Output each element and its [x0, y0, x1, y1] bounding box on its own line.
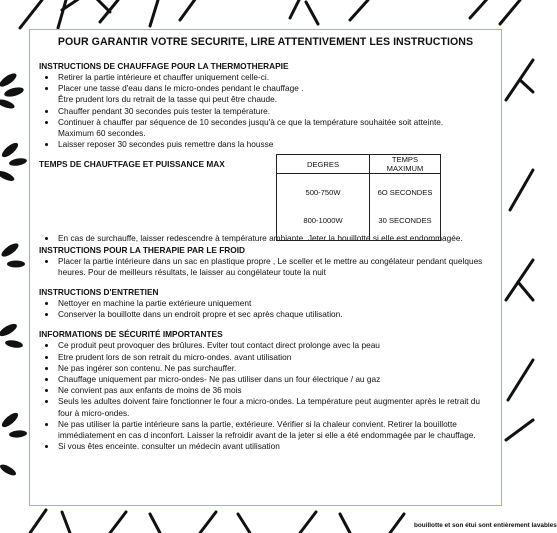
safety-section [39, 329, 492, 452]
thermo-section [39, 61, 492, 150]
column-header-time: TEMPS MAXIMUM [370, 155, 441, 174]
heating-table [276, 154, 441, 241]
power-cell: 500-750W [277, 174, 370, 206]
footer-caption: bouillotte et son étui sont entièrement lavables [414, 522, 557, 529]
heating-heading: TEMPS DE CHAUFTFAGE ET PUISSANCE MAX [39, 159, 225, 170]
list-item: • Ne convient pas aux enfants de moins de 36 mois [57, 385, 492, 396]
maintenance-heading: INSTRUCTIONS D'ENTRETIEN [39, 287, 159, 298]
leaf-cluster-icon [0, 71, 27, 478]
heating-note: • En cas de surchauffe, laisser redescendre à température ambiante. Jeter la bouillotte si elle est endommagée. [57, 233, 492, 244]
heating-section [39, 154, 492, 231]
safety-list [39, 340, 492, 452]
list-item: • Retirer la partie intérieure et chauffer uniquement celle-ci. [57, 72, 492, 83]
cold-list [39, 256, 492, 278]
leaf-branch-bottom-icon [30, 510, 404, 533]
list-item: • Ne pas utiliser la partie intérieure sans la partie, extérieure. Vérifier si la chaleur convient. Retirer la bouillotte immédiatement en cas d inconfort. Laisser la refroidir avant de la jeter si elle a été endommagée par le chauffage. [57, 419, 492, 441]
leaf-branch-icon [20, 0, 520, 28]
list-item: • Laisser reposer 30 secondes puis remettre dans la housse [57, 139, 492, 150]
list-item: • Etre prudent lors de son retrait du micro-ondes. avant utilisation [57, 352, 492, 363]
list-item: • Chauffage uniquement par micro-ondes- Ne pas utiliser dans un four électrique / au gaz [57, 374, 492, 385]
cold-heading: INSTRUCTIONS POUR LA THERAPIE PAR LE FROID [39, 244, 246, 255]
column-header-degrees: DEGRES [277, 155, 370, 174]
list-item: • Seuls les adultes doivent faire fonctionner le four a micro-ondes. La température peut augmenter après le retrait du four à micro-ondes. [57, 396, 492, 418]
table-row [277, 205, 441, 241]
time-cell: 30 SECONDES [370, 205, 441, 241]
instructions-card [29, 29, 502, 506]
maintenance-list [39, 298, 492, 320]
branch-icon [506, 60, 533, 440]
list-item-continuation: Maximum 60 secondes. [58, 128, 146, 139]
list-item: • Ne pas ingérer son contenu. Ne pas surchauffer. [57, 363, 492, 374]
page-title: POUR GARANTIR VOTRE SECURITE, LIRE ATTENTIVEMENT LES INSTRUCTIONS [57, 36, 474, 48]
thermo-list [39, 72, 492, 150]
list-item: • Nettoyer en machine la partie extérieure uniquement [57, 298, 492, 309]
list-item: • Chauffer pendant 30 secondes puis tester la température. [57, 106, 492, 117]
list-item-continuation: Être prudent lors du retrait de la tasse qui peut être chaude. [58, 94, 278, 105]
list-item: • Placer la partie intérieure dans un sac en plastique propre , Le sceller et le mettre au congélateur pendant quelques heures. Pour de meilleurs résultats, le laisser au congélateur toute la nuit [57, 256, 492, 278]
cold-section [39, 245, 492, 278]
list-item: • Si vous êtes enceinte. consulter un médecin avant utilisation [57, 441, 492, 452]
list-item: • Ce produit peut provoquer des brûlures. Eviter tout contact direct prolonge avec la peau [57, 340, 492, 351]
time-cell: 6O SECONDES [370, 174, 441, 206]
list-item: • Continuer à chauffer par séquence de 10 secondes jusqu'à ce que la température souhaitée soit atteinte. [57, 117, 492, 128]
table-row [277, 174, 441, 206]
list-item: • Placer une tasse d'eau dans le micro-ondes pendant le chauffage . [57, 83, 492, 94]
power-cell: 800-1000W [277, 205, 370, 241]
maintenance-section [39, 287, 492, 320]
thermo-heading: INSTRUCTIONS DE CHAUFFAGE POUR LA THERMOTHERAPIE [39, 61, 289, 71]
list-item: • Conserver la bouillotte dans un endroit propre et sec après chaque utilisation. [57, 309, 492, 320]
safety-heading: INFORMATIONS DE SÉCURITÉ IMPORTANTES [39, 329, 223, 340]
